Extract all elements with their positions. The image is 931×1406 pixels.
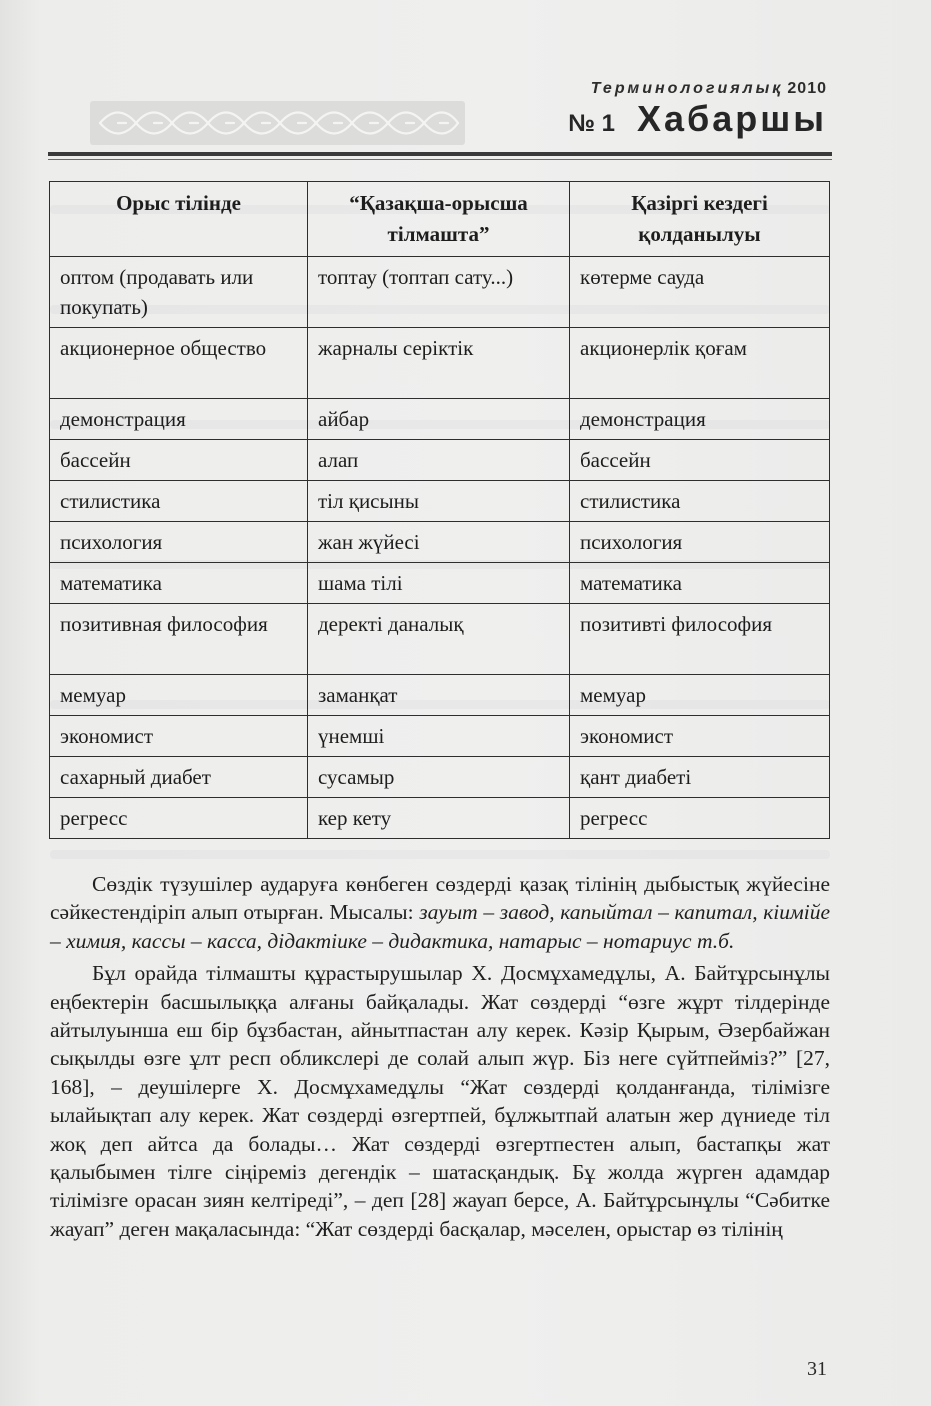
table-cell: экономист bbox=[570, 716, 830, 757]
table-header-row bbox=[50, 182, 830, 257]
table-cell: жан жүйесі bbox=[308, 522, 570, 563]
table-row bbox=[50, 399, 830, 440]
table-row bbox=[50, 716, 830, 757]
table-cell: деректі даналық bbox=[308, 604, 570, 675]
show-through bbox=[50, 850, 830, 859]
table-cell: үнемші bbox=[308, 716, 570, 757]
paragraph bbox=[50, 870, 830, 955]
table-row bbox=[50, 757, 830, 798]
body-text bbox=[50, 870, 830, 1243]
table-cell: психология bbox=[50, 522, 308, 563]
ornament-band bbox=[90, 101, 465, 145]
paragraph: Бұл орайда тілмашты құрастырушылар Х. Досмұхамедұлы, А. Байтұрсынұлы еңбектерін басшылыққа алғаны байқалады. Жат сөздерді “өзге жұрт тілдерінде айтылуынша еш бір бұзбастан, айнытпастан алу керек. Кәзір Қырым, Әзербайжан сықылды өзге ұлт респ обликслері де солай алып жүр. Біз неге сүйтпейміз?” [27, 168], – деушілерге Х. Досмұхамедұлы “Жат сөздерді қолданғанда, тілімізге ылайықтап алу керек. Жат сөздерді өзгертпей, бұлжытпай алатын жер дүниеде тіл жоқ деп айтса да болады… Жат сөздерді өзгертпестен алып, бастапқы жат қалыбымен тілге сіңіреміз дегендік – шатасқандық. Бұ жолда жүрген адамдар тілімізге орасан зиян келтіреді”, – деп [28] жауап берсе, А. Байтұрсынұлы “Сәбитке жауап” деген мақаласында: “Жат сөздерді басқалар, мәселен, орыстар өз тілінің bbox=[50, 961, 830, 1241]
table-row bbox=[50, 257, 830, 328]
table-cell: регресс bbox=[570, 798, 830, 839]
table-cell: шама тілі bbox=[308, 563, 570, 604]
page-number: 31 bbox=[807, 1358, 827, 1380]
table-row bbox=[50, 563, 830, 604]
table-cell: мемуар bbox=[50, 675, 308, 716]
journal-title: Терминологиялық bbox=[590, 80, 784, 97]
paragraph-text: Сөздік түзушілер аударуға көнбеген сөздерді қазақ тілінің дыбыстық жүйесіне сәйкестендіріп алып отырған. Мысалы: bbox=[50, 872, 830, 925]
table-cell: бассейн bbox=[570, 440, 830, 481]
table-cell: позитивті философия bbox=[570, 604, 830, 675]
table-row bbox=[50, 798, 830, 839]
issue-label bbox=[568, 98, 827, 140]
table-cell: жарналы серіктік bbox=[308, 328, 570, 399]
journal-year: 2010 bbox=[787, 80, 827, 97]
table-cell: стилистика bbox=[570, 481, 830, 522]
table-cell: айбар bbox=[308, 399, 570, 440]
table-cell: позитивная философия bbox=[50, 604, 308, 675]
paragraph-examples: зауыт – завод, капыйтал – капитал, кіимійе – химия, кассы – касса, дідактіике – дидактика, натарыс – нотариус т.б. bbox=[50, 900, 830, 953]
header-rule bbox=[48, 152, 832, 156]
table-row bbox=[50, 675, 830, 716]
table-cell: заманқат bbox=[308, 675, 570, 716]
table-cell: қант диабеті bbox=[570, 757, 830, 798]
table-cell: стилистика bbox=[50, 481, 308, 522]
table-cell: көтерме сауда bbox=[570, 257, 830, 328]
table-cell: топтау (топтап сату...) bbox=[308, 257, 570, 328]
table-cell: демонстрация bbox=[50, 399, 308, 440]
terms-table bbox=[49, 181, 830, 839]
table-cell: демонстрация bbox=[570, 399, 830, 440]
table-cell: тіл қисыны bbox=[308, 481, 570, 522]
table-cell: регресс bbox=[50, 798, 308, 839]
table-cell: мемуар bbox=[570, 675, 830, 716]
table-cell: оптом (продавать или покупать) bbox=[50, 257, 308, 328]
journal-subtitle: Хабаршы bbox=[636, 98, 827, 139]
table-row bbox=[50, 522, 830, 563]
journal-running-head bbox=[591, 80, 827, 98]
table-cell: психология bbox=[570, 522, 830, 563]
header-rule-thin bbox=[48, 159, 832, 160]
column-header-current-usage: Қазіргі кездегі қолданылуы bbox=[570, 182, 830, 257]
table-cell: кер кету bbox=[308, 798, 570, 839]
issue-number: № 1 bbox=[568, 110, 615, 137]
table-cell: акционерлік қоғам bbox=[570, 328, 830, 399]
table-row bbox=[50, 328, 830, 399]
table-cell: акционерное общество bbox=[50, 328, 308, 399]
table-row bbox=[50, 481, 830, 522]
table-cell: математика bbox=[570, 563, 830, 604]
table-cell: математика bbox=[50, 563, 308, 604]
column-header-dictionary: “Қазақша-орысша тілмашта” bbox=[308, 182, 570, 257]
table-row bbox=[50, 604, 830, 675]
table-cell: алап bbox=[308, 440, 570, 481]
table-row bbox=[50, 440, 830, 481]
table-cell: бассейн bbox=[50, 440, 308, 481]
table-cell: сусамыр bbox=[308, 757, 570, 798]
table-cell: экономист bbox=[50, 716, 308, 757]
ornament-pattern bbox=[90, 101, 465, 145]
column-header-russian: Орыс тілінде bbox=[50, 182, 308, 257]
table-cell: сахарный диабет bbox=[50, 757, 308, 798]
